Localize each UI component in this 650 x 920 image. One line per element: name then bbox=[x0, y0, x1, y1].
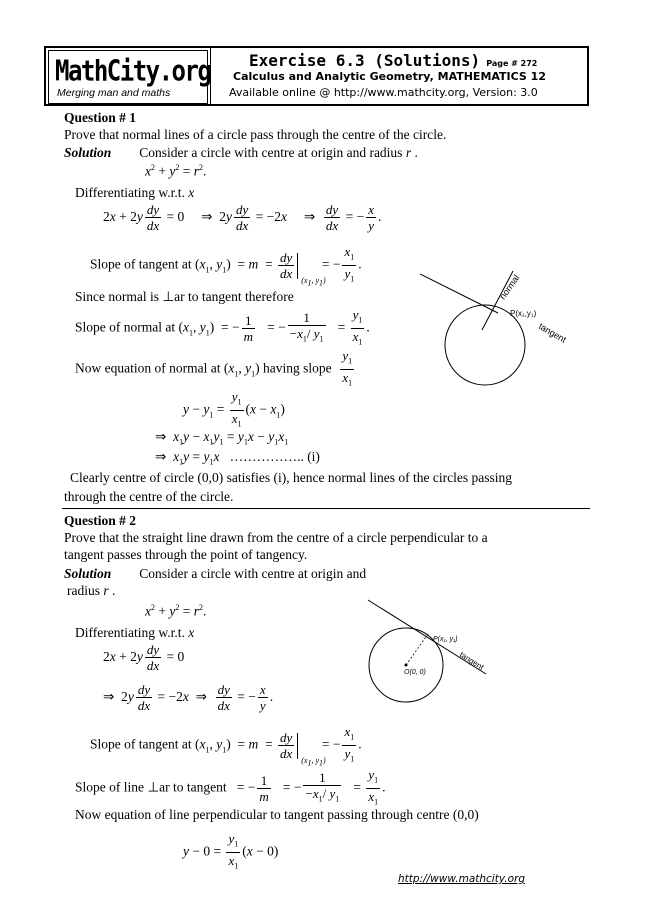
q1-solution-label: Solution bbox=[64, 145, 112, 160]
fig1-tangent-label: tangent bbox=[537, 321, 569, 345]
q1-conclusion-1: Clearly centre of circle (0,0) satisfies (i), hence normal lines of the circles passing bbox=[70, 470, 512, 485]
q2-line-slope: Slope of line ⊥ar to tangent = − $\frac{1}{m}$ = − $\frac{1}{-x_1/ y_1}$ = $\frac{y_1}{x_1}$ . bbox=[75, 767, 386, 807]
logo-tagline: Merging man and maths bbox=[57, 87, 171, 99]
page-header bbox=[44, 46, 589, 106]
q2-solution-line bbox=[64, 566, 366, 582]
q1-normal-equation: $y - y_1$ = $\frac{y_1}{x_1}$ $(x - x_1)$ bbox=[183, 389, 285, 429]
q1-diff: Differentiating w.r.t. x bbox=[75, 185, 195, 200]
q1-heading: Question # 1 bbox=[64, 110, 137, 125]
logo-name: MathCity.org bbox=[55, 54, 211, 88]
q1-step-2: ⇒ $x_1y = y_1x$ …………….. (i) bbox=[155, 449, 320, 467]
fig1-normal-line bbox=[420, 274, 498, 313]
q2-line-equation: y − 0 = $\frac{y_1}{x_1}$ (x − 0) bbox=[183, 831, 279, 871]
q2-statement-2: tangent passes through the point of tangency. bbox=[64, 547, 308, 562]
q2-diff: Differentiating w.r.t. x bbox=[75, 625, 195, 640]
q2-solution-intro: Consider a circle with centre at origin and bbox=[139, 566, 367, 581]
q1-solution-intro: Consider a circle with centre at origin and radius bbox=[139, 145, 403, 160]
fig2-origin-dot bbox=[405, 664, 408, 667]
q2-circle-equation: $x^2 + y^2 = r^2$. bbox=[145, 603, 207, 619]
q1-perpendicular: Since normal is ⊥ar to tangent therefore bbox=[75, 289, 294, 304]
q1-solution-line: Solution Consider a circle with centre at origin and radius r . bbox=[64, 145, 418, 160]
q2-derivative-steps: ⇒ 2y $\frac{dy}{dx}$ = −2x ⇒ $\frac{dy}{dx}$ = − $\frac{x}{y}$ . bbox=[103, 682, 274, 713]
q2-line-eq-intro: Now equation of line perpendicular to tangent passing through centre (0,0) bbox=[75, 807, 479, 822]
q1-normal-slope: Slope of normal at ($x_1$, $y_1$) = − $\frac{1}{m}$ = − $\frac{1}{-x_1/ y_1}$ = $\frac{y_1}{x_1}$ . bbox=[75, 307, 370, 347]
q2-solution-label: Solution bbox=[64, 566, 112, 581]
book-subtitle: Calculus and Analytic Geometry, MATHEMATICS 12 bbox=[233, 70, 546, 83]
q1-normal-eq-intro: Now equation of normal at ($x_1$, $y_1$) having slope $\frac{y_1}{x_1}$ bbox=[75, 348, 353, 388]
page-ref: Page # 272 bbox=[486, 59, 538, 68]
q2-statement-1: Prove that the straight line drawn from the centre of a circle perpendicular to a bbox=[64, 530, 488, 545]
fig2-origin-label: O(0, 0) bbox=[404, 669, 426, 676]
q2-radius: radius r . bbox=[67, 583, 116, 598]
q2-derivative-eq: 2x + 2y $\frac{dy}{dx}$ = 0 bbox=[103, 642, 185, 673]
fig2-tangent-label: tangent bbox=[457, 650, 486, 672]
fig2-point-label: P(x₁, y₁) bbox=[433, 636, 458, 643]
q1-circle-equation: $x^2 + y^2 = r^2$. bbox=[145, 163, 207, 179]
q1-conclusion-2: through the centre of the circle. bbox=[64, 489, 234, 504]
q1-derivative-eq: 2x + 2y $\frac{dy}{dx}$ = 0 ⇒ 2y $\frac{dy}{dx}$ = −2x ⇒ $\frac{dy}{dx}$ = − $\frac{x}{y}$ . bbox=[103, 202, 382, 233]
footer-link[interactable]: http://www.mathcity.org bbox=[398, 873, 525, 885]
q2-heading: Question # 2 bbox=[64, 513, 137, 528]
online-info: Available online @ http://www.mathcity.org, Version: 3.0 bbox=[229, 86, 538, 99]
q1-statement: Prove that normal lines of a circle pass through the centre of the circle. bbox=[64, 127, 447, 142]
q2-tangent-slope: Slope of tangent at ($x_1$, $y_1) = m$ = $\frac{dy}{dx}$ ($x_1$, $y_1$) = − $\frac{x_1}{y_1}$ . bbox=[90, 724, 362, 768]
separator bbox=[62, 508, 590, 509]
figure-normal-circle bbox=[420, 270, 580, 390]
fig1-point-label: P(x₁,y₁) bbox=[510, 309, 537, 318]
fig1-normal-label: normal bbox=[497, 272, 522, 302]
logo-box bbox=[48, 50, 211, 104]
exercise-title: Exercise 6.3 (Solutions) bbox=[249, 51, 481, 70]
q1-step-1: ⇒ $x_1y - x_1y_1 = y_1x - y_1x_1$ bbox=[155, 429, 289, 447]
figure-tangent-circle bbox=[360, 595, 500, 715]
fig2-radius-line bbox=[406, 634, 428, 665]
header-info bbox=[210, 48, 587, 104]
q1-tangent-slope: Slope of tangent at ($x_1$, $y_1) = m$ = $\frac{dy}{dx}$ ($x_1$, $y_1$) = − $\frac{x_1}{y_1}$ . bbox=[90, 244, 362, 288]
